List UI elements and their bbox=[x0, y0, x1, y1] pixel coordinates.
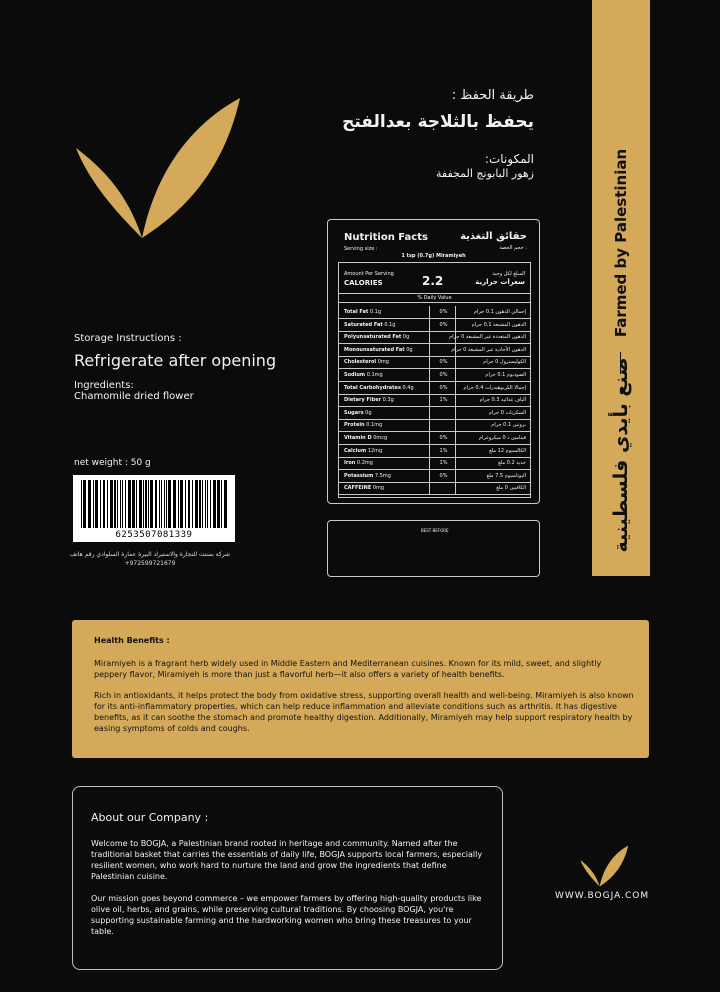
nutrition-row bbox=[339, 394, 530, 407]
nutrient-amount: 0g bbox=[406, 346, 413, 353]
side-brand-strip bbox=[592, 0, 650, 576]
nutrient-name bbox=[344, 372, 383, 378]
health-paragraph-1: Miramiyeh is a fragrant herb widely used in Middle Eastern and Mediterranean cuisines. Known for its mild, sweet, and slightly peppery flavor, Miramiyeh is more than just a flavorful herb—it also offers a variety of health benefits. bbox=[94, 659, 602, 679]
nutrient-amount: 0.1g bbox=[369, 309, 382, 315]
nutrient-name bbox=[344, 347, 413, 353]
nutrient-label: Potassium bbox=[344, 472, 374, 479]
barcode-bar bbox=[221, 480, 222, 528]
arabic-ingredients-label: المكونات: bbox=[484, 152, 534, 166]
made-by-hands-label: صنع بأيدي فلسطينية bbox=[610, 357, 632, 553]
barcode-bar bbox=[173, 480, 176, 528]
nutrient-percent: 0% bbox=[439, 321, 448, 328]
column-divider bbox=[455, 382, 456, 394]
nutrient-amount: 0mg bbox=[377, 359, 389, 366]
serving-size-label-arabic: حجم الحصة : bbox=[499, 245, 527, 251]
barcode-bar bbox=[168, 480, 171, 528]
nutrition-table bbox=[338, 262, 531, 498]
nutrient-arabic: البوتاسيوم 7.5 ملغ bbox=[486, 472, 526, 479]
barcode-bar bbox=[217, 480, 220, 528]
nutrient-arabic: إجمالا الكربوهيدرات 0.4 جرام bbox=[463, 384, 526, 391]
column-divider bbox=[455, 407, 456, 419]
nutrient-label: Saturated Fat bbox=[344, 321, 383, 328]
barcode-bar bbox=[224, 480, 227, 528]
nutrient-label: Iron bbox=[344, 460, 356, 467]
column-divider bbox=[429, 356, 430, 368]
nutrient-label: Vitamin D bbox=[344, 435, 372, 441]
nutrient-amount: 0g bbox=[365, 409, 372, 416]
nutrient-percent: 1% bbox=[439, 397, 448, 404]
farmed-by-label: Farmed by Palestinian bbox=[612, 148, 630, 338]
nutrient-name bbox=[344, 448, 382, 454]
arabic-storage-label: طريقة الحفظ : bbox=[451, 88, 534, 103]
health-benefits-title: Health Benefits : bbox=[94, 636, 170, 645]
nutrient-percent: 1% bbox=[439, 447, 448, 454]
barcode-bar bbox=[125, 480, 126, 528]
nutrient-name bbox=[344, 422, 382, 428]
barcode-bar bbox=[114, 480, 116, 528]
barcode-bar bbox=[107, 480, 108, 528]
column-divider bbox=[429, 445, 430, 457]
amount-per-serving: Amount Per Serving bbox=[344, 271, 394, 277]
nutrient-arabic: ألياف غذائية 0.3 جرام bbox=[479, 397, 526, 404]
storage-label: Storage Instructions : bbox=[74, 333, 182, 344]
brand-logo-small bbox=[578, 845, 630, 887]
column-divider bbox=[455, 306, 456, 318]
nutrient-amount: 12mg bbox=[367, 447, 383, 454]
best-before-box bbox=[327, 520, 540, 577]
nutrient-name bbox=[344, 410, 372, 416]
nutrient-percent: 0% bbox=[439, 359, 448, 366]
nutrient-amount: 0.1g bbox=[384, 321, 396, 328]
barcode-bar bbox=[145, 480, 147, 528]
nutrient-name bbox=[344, 460, 373, 466]
nutrient-label: Polyunsaturated Fat bbox=[344, 334, 402, 341]
barcode-bars-icon bbox=[79, 480, 229, 530]
nutrient-label: Total Fat bbox=[344, 309, 369, 315]
barcode-bar bbox=[210, 480, 211, 528]
nutrient-arabic: فيتامين د 0 ميكروغرام bbox=[478, 435, 526, 441]
best-before-label: BEST BEFORE bbox=[421, 528, 449, 533]
website-link[interactable]: WWW.BOGJA.COM bbox=[555, 891, 650, 901]
nutrient-amount: 0.2mg bbox=[356, 460, 373, 467]
column-divider bbox=[455, 394, 456, 406]
barcode-bar bbox=[139, 480, 142, 528]
nutrient-arabic: السكريات 0 جرام bbox=[488, 409, 526, 416]
calories-label: CALORIES bbox=[344, 279, 383, 287]
nutrition-row bbox=[339, 419, 530, 432]
column-divider bbox=[429, 457, 430, 469]
nutrient-arabic: الدهون الأحادية غير المشبعة 0 جرام bbox=[451, 346, 526, 353]
nutrient-label: Cholesterol bbox=[344, 359, 377, 366]
column-divider bbox=[455, 356, 456, 368]
nutrition-row bbox=[339, 369, 530, 382]
column-divider bbox=[429, 344, 430, 356]
nutrient-amount: 0mg bbox=[372, 485, 385, 492]
column-divider bbox=[455, 369, 456, 381]
barcode-bar bbox=[159, 480, 160, 528]
barcode-bar bbox=[202, 480, 203, 528]
about-paragraph-1: Welcome to BOGJA, a Palestinian brand rooted in heritage and community. Named after the traditional basket that carries the essentials of daily life, BOGJA supports local farmers, especially resilient women, who work hard to nurture the land and grow the ingredients that define Palestinian cuisine. bbox=[91, 839, 483, 881]
column-divider bbox=[455, 482, 456, 494]
nutrition-row bbox=[339, 382, 530, 395]
health-benefits-panel bbox=[72, 620, 649, 758]
nutrient-amount: 0mcg bbox=[373, 435, 388, 441]
nutrient-label: Protein bbox=[344, 422, 365, 429]
barcode-bar bbox=[161, 480, 162, 528]
nutrient-percent: 1% bbox=[439, 460, 448, 467]
column-divider bbox=[429, 331, 430, 343]
nutrient-arabic: حديد 0.2 ملغ bbox=[498, 460, 526, 467]
about-paragraph-2: Our mission goes beyond commerce – we empower farmers by offering high-quality products like olive oil, herbs, and grains, while preserving cultural traditions. By choosing BOGJA, you're supporting sustainable farming and the hardworking women who bring these treasures to your table. bbox=[91, 894, 482, 936]
barcode-bar bbox=[188, 480, 190, 528]
barcode-bar bbox=[88, 480, 91, 528]
nutrient-percent: 0% bbox=[439, 472, 448, 479]
nutrition-row bbox=[339, 356, 530, 369]
column-divider bbox=[455, 432, 456, 444]
nutrient-label: Calcium bbox=[344, 447, 367, 454]
nutrition-row bbox=[339, 407, 530, 420]
nutrition-row bbox=[339, 432, 530, 445]
column-divider bbox=[429, 382, 430, 394]
nutrient-arabic: الدهون المشبعة 0.1 جرام bbox=[471, 321, 526, 328]
column-divider bbox=[429, 407, 430, 419]
storage-text: Refrigerate after opening bbox=[74, 351, 277, 370]
nutrient-percent: 0% bbox=[439, 384, 448, 391]
barcode-bar bbox=[199, 480, 201, 528]
nutrition-row bbox=[339, 331, 530, 344]
barcode-bar bbox=[120, 480, 121, 528]
nutrient-label: Sugars bbox=[344, 409, 364, 416]
nutrient-percent: 0% bbox=[439, 372, 448, 378]
barcode-bar bbox=[205, 480, 206, 528]
nutrition-title: Nutrition Facts bbox=[344, 232, 428, 243]
column-divider bbox=[429, 306, 430, 318]
barcode-bar bbox=[155, 480, 157, 528]
arabic-ingredients-text: زهور البابونج المجففة bbox=[436, 167, 534, 180]
nutrient-arabic: الكوليسترول 0 جرام bbox=[483, 359, 526, 366]
nutrient-name bbox=[344, 309, 381, 315]
serving-size-value: 1 tsp (0.7g) Miramiyeh bbox=[401, 253, 466, 259]
barcode-bar bbox=[81, 480, 82, 528]
nutrition-title-arabic: حقائق التغذية bbox=[460, 231, 527, 242]
barcode-bar bbox=[148, 480, 149, 528]
nutrient-amount: 7.5mg bbox=[374, 472, 391, 479]
about-title: About our Company : bbox=[91, 811, 209, 824]
column-divider bbox=[455, 319, 456, 331]
barcode-bar bbox=[128, 480, 131, 528]
barcode-bar bbox=[195, 480, 198, 528]
nutrient-arabic: إجمالي الدهون 0.1 جرام bbox=[473, 309, 526, 315]
nutrition-row bbox=[339, 306, 530, 319]
barcode bbox=[73, 475, 235, 542]
column-divider bbox=[429, 432, 430, 444]
nutrition-row bbox=[339, 457, 530, 470]
barcode-bar bbox=[164, 480, 165, 528]
nutrient-arabic: بروتين 0.1 جرام bbox=[491, 422, 526, 429]
barcode-bar bbox=[213, 480, 216, 528]
nutrient-arabic: الكافيين 0 ملغ bbox=[496, 485, 526, 492]
bogja-leaf-logo-icon bbox=[578, 845, 630, 887]
calories-label-arabic: سعرات حرارية bbox=[475, 278, 525, 286]
nutrient-arabic: الدهون المتعددة غير المشبعة 0 جرام bbox=[449, 334, 526, 341]
company-phone: +972599721679 bbox=[124, 560, 176, 567]
barcode-bar bbox=[150, 480, 153, 528]
nutrient-percent: 0% bbox=[439, 435, 448, 441]
nutrient-label: Monounsaturated Fat bbox=[344, 346, 405, 353]
brand-logo-large bbox=[72, 96, 242, 240]
nutrient-label: CAFFEINE bbox=[344, 485, 372, 492]
nutrition-row bbox=[339, 445, 530, 458]
barcode-bar bbox=[136, 480, 137, 528]
nutrient-name bbox=[344, 334, 409, 340]
column-divider bbox=[429, 369, 430, 381]
ingredients-label: Ingredients: bbox=[74, 380, 134, 391]
barcode-bar bbox=[100, 480, 101, 528]
about-company-panel bbox=[72, 786, 503, 970]
nutrient-label: Total Carbohydrates bbox=[344, 384, 401, 391]
nutrient-amount: 0.4g bbox=[402, 384, 414, 391]
column-divider bbox=[429, 482, 430, 494]
barcode-bar bbox=[110, 480, 113, 528]
health-paragraph-2: Rich in antioxidants, it helps protect the body from oxidative stress, supporting overall health and well-being. Miramiyeh is also known for its anti-inflammatory properties, which can help reduce inflammation and alleviate conditions such as arthritis. It has digestive benefits, as it can soothe the stomach and promote healthy digestion. Additionally, Miramiyeh may help support respiratory health by easing symptoms of colds and coughs. bbox=[94, 691, 634, 733]
nutrient-name bbox=[344, 397, 394, 403]
net-weight: net weight : 50 g bbox=[74, 458, 151, 468]
nutrient-amount: 0.1mg bbox=[366, 372, 383, 378]
nutrition-row bbox=[339, 344, 530, 357]
nutrition-row bbox=[339, 470, 530, 483]
column-divider bbox=[455, 457, 456, 469]
nutrient-label: Dietary Fiber bbox=[344, 397, 382, 404]
arabic-storage-text: يحفظ بالثلاجة بعدالفتح bbox=[342, 112, 534, 132]
nutrient-percent: 0% bbox=[439, 309, 448, 315]
barcode-number: 6253507081339 bbox=[115, 530, 193, 540]
column-divider bbox=[455, 419, 456, 431]
nutrient-label: Sodium bbox=[344, 372, 366, 378]
column-divider bbox=[429, 319, 430, 331]
barcode-bar bbox=[93, 480, 94, 528]
ingredients-text: Chamomile dried flower bbox=[74, 391, 194, 402]
nutrition-row bbox=[339, 482, 530, 495]
nutrient-amount: 0.1mg bbox=[366, 422, 383, 429]
barcode-bar bbox=[178, 480, 179, 528]
company-address bbox=[60, 550, 240, 568]
column-divider bbox=[455, 445, 456, 457]
nutrition-row bbox=[339, 319, 530, 332]
amount-per-serving-arabic: المبلغ لكل وجبة bbox=[492, 271, 525, 277]
column-divider bbox=[429, 419, 430, 431]
nutrient-name bbox=[344, 485, 384, 491]
daily-value-header: % Daily Value bbox=[339, 293, 530, 303]
barcode-bar bbox=[166, 480, 167, 528]
column-divider bbox=[429, 470, 430, 482]
serving-size-label: Serving size : bbox=[344, 246, 378, 252]
barcode-bar bbox=[83, 480, 86, 528]
barcode-bar bbox=[117, 480, 118, 528]
barcode-bar bbox=[207, 480, 208, 528]
barcode-bar bbox=[192, 480, 193, 528]
column-divider bbox=[429, 394, 430, 406]
nutrient-name bbox=[344, 473, 391, 479]
nutrient-arabic: الصوديوم 0.1 جرام bbox=[485, 372, 526, 378]
barcode-bar bbox=[180, 480, 183, 528]
nutrient-arabic: الكالسيوم 12 ملغ bbox=[489, 447, 526, 454]
column-divider bbox=[455, 470, 456, 482]
barcode-bar bbox=[103, 480, 105, 528]
bogja-leaf-logo-icon bbox=[72, 96, 242, 240]
nutrient-amount: 0g bbox=[402, 334, 410, 341]
nutrient-name bbox=[344, 322, 396, 328]
barcode-bar bbox=[132, 480, 135, 528]
barcode-bar bbox=[122, 480, 123, 528]
calories-value: 2.2 bbox=[422, 274, 444, 288]
nutrient-name bbox=[344, 385, 414, 391]
nutrition-facts-panel bbox=[327, 219, 540, 504]
barcode-bar bbox=[95, 480, 98, 528]
company-info-arabic: شركة بستت للتجارة والاستيراد البيرة عمارة السلوادي رقم هاتف bbox=[69, 551, 231, 558]
barcode-bar bbox=[185, 480, 186, 528]
barcode-bar bbox=[143, 480, 144, 528]
nutrient-name bbox=[344, 435, 387, 441]
nutrient-amount: 0.3g bbox=[382, 397, 394, 404]
nutrient-name bbox=[344, 359, 389, 365]
